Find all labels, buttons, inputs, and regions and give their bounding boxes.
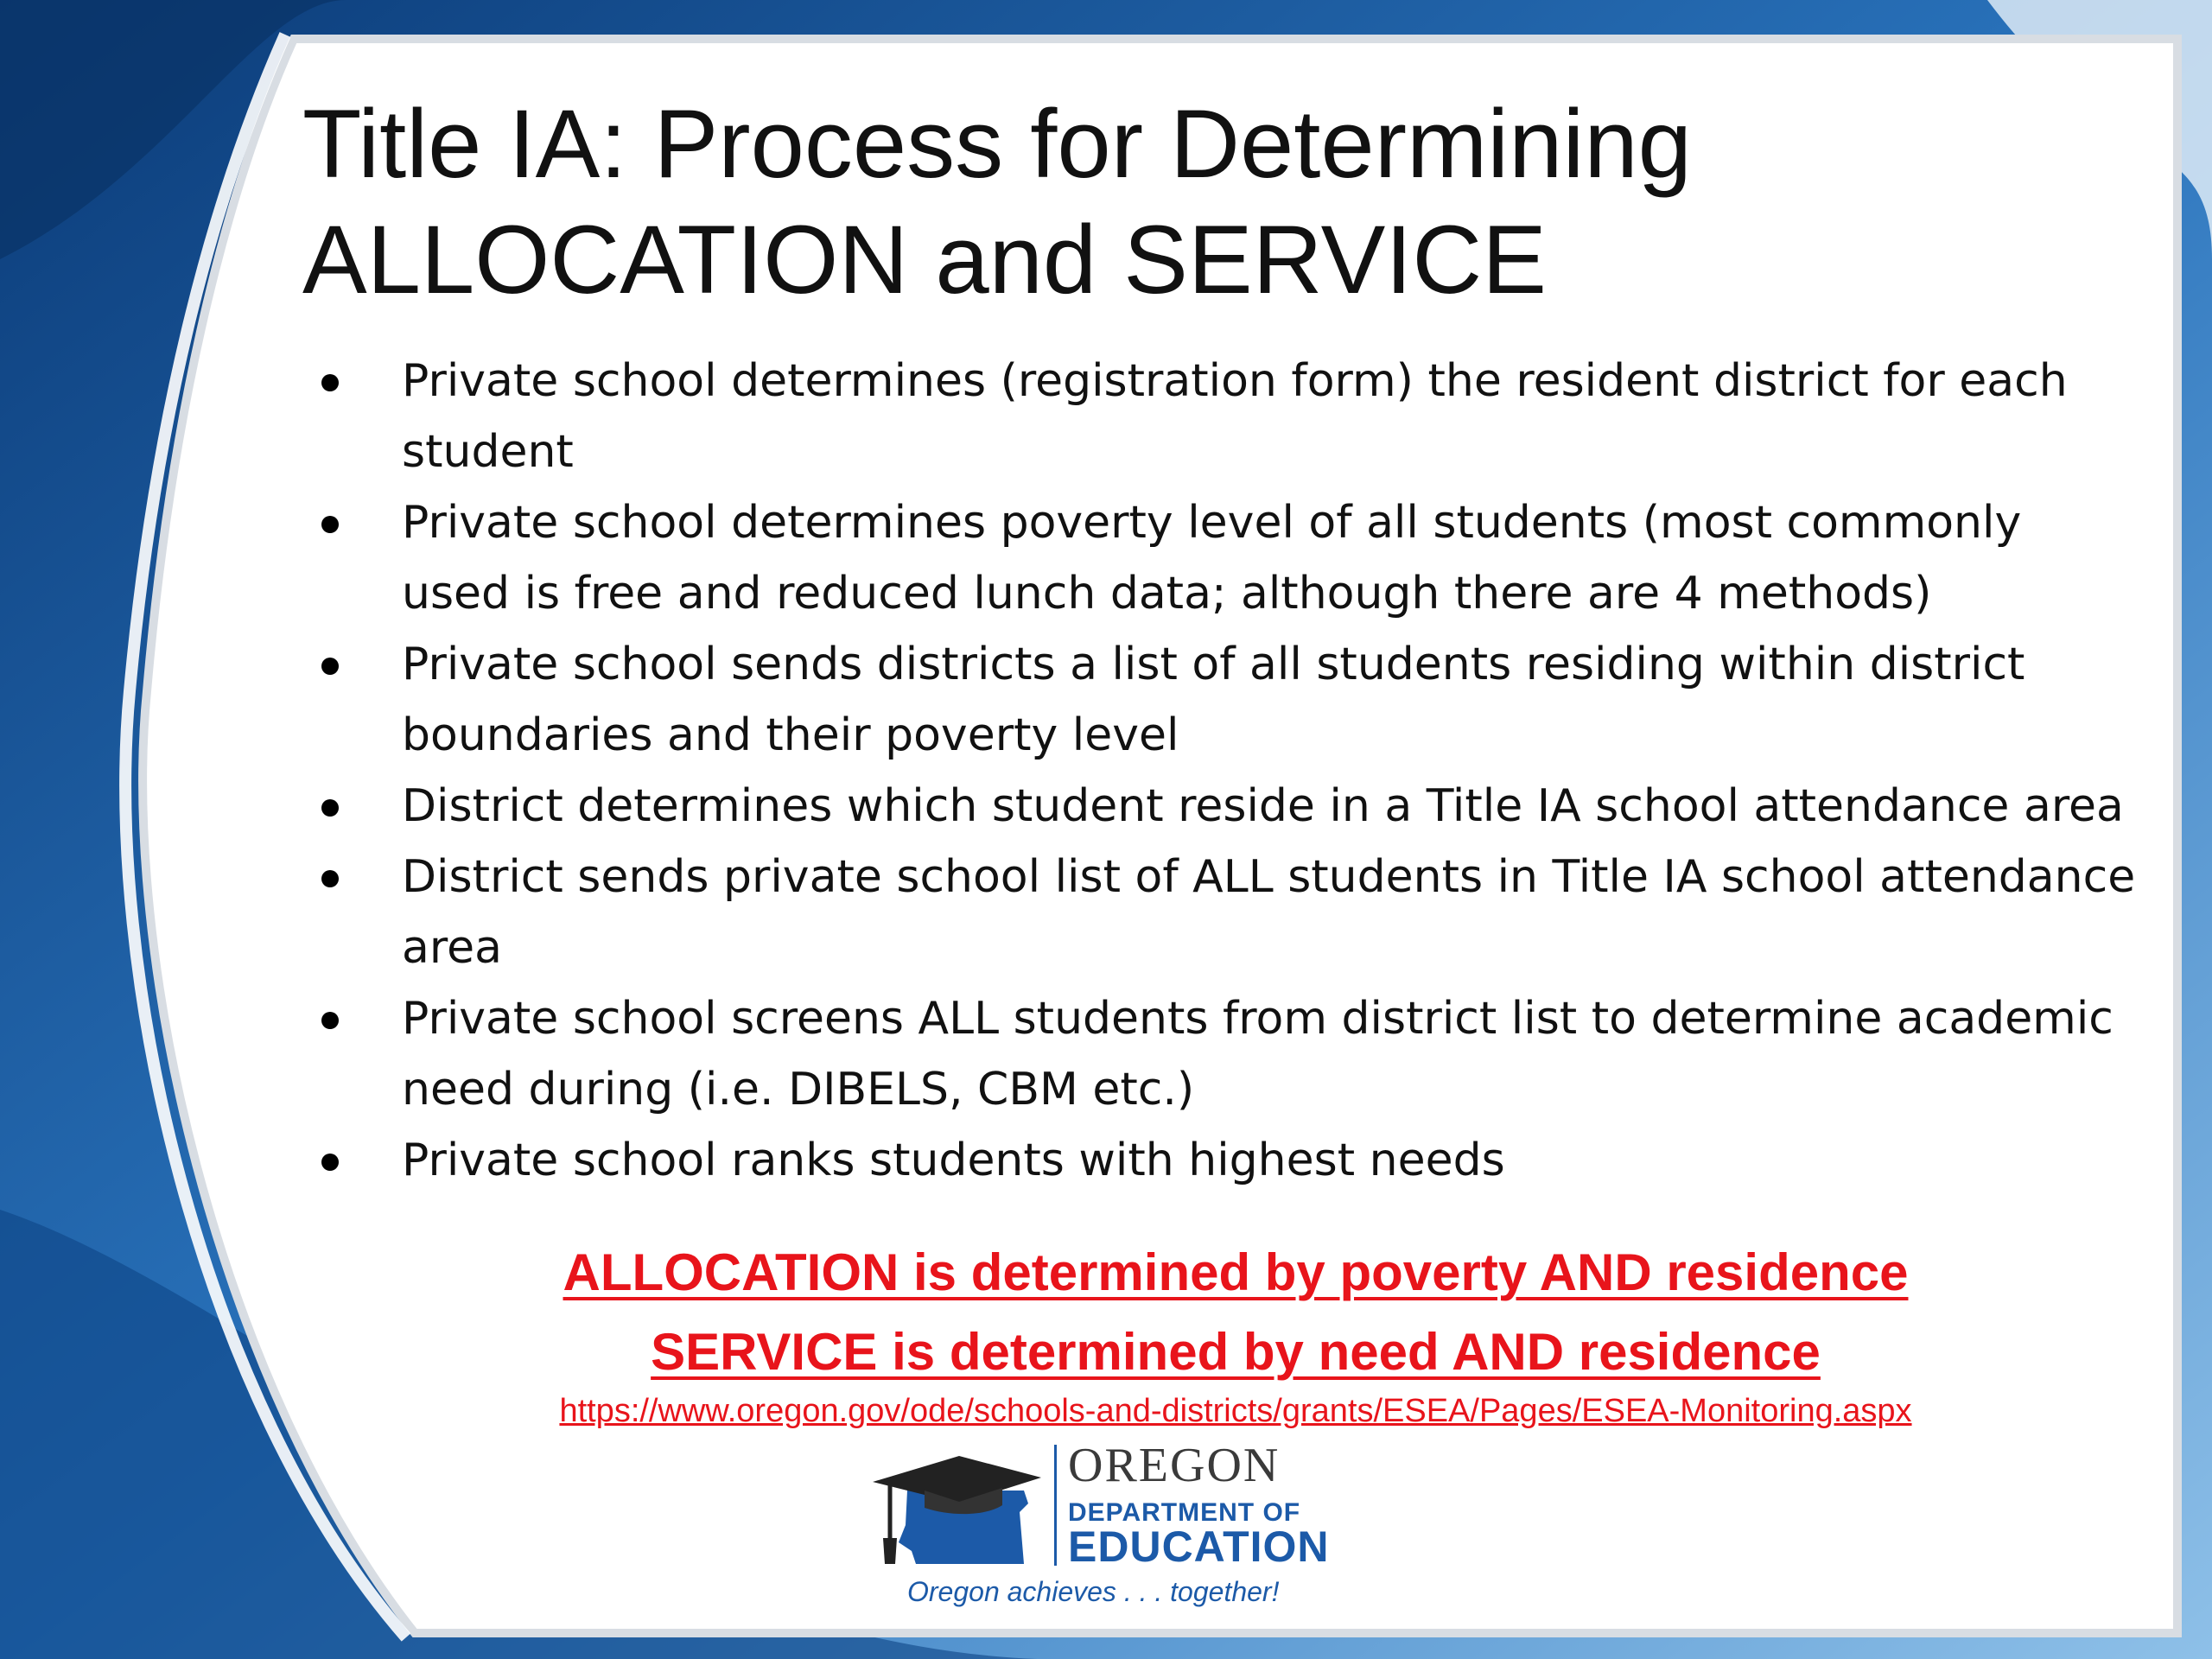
bullet-text: Private school screens ALL students from district list to determine academic need during (i.e. DIBELS, CBM etc.) <box>402 993 2113 1116</box>
slide-title <box>302 86 2117 318</box>
bullet-dot-icon <box>321 1154 339 1171</box>
bullet-list <box>311 346 2143 1196</box>
bullet-text: District determines which student reside in a Title IA school attendance area <box>402 780 2124 832</box>
esea-monitoring-link[interactable]: https://www.oregon.gov/ode/schools-and-districts/grants/ESEA/Pages/ESEA-Monitoring.aspx <box>559 1393 1912 1429</box>
bullet-item <box>311 983 2143 1125</box>
slide-title-line-2: ALLOCATION and SERVICE <box>302 206 1547 314</box>
logo-oregon-text: OREGON <box>1068 1439 1281 1492</box>
bullet-item <box>311 842 2143 983</box>
bullet-dot-icon <box>321 374 339 391</box>
bullet-dot-icon <box>321 516 339 533</box>
logo-tagline: Oregon achieves . . . together! <box>907 1576 1280 1607</box>
allocation-highlight: ALLOCATION is determined by poverty AND residence <box>563 1243 1909 1301</box>
bullet-text: Private school determines poverty level of all students (most commonly used is free and reduced lunch data; although there are 4 methods) <box>402 497 2022 620</box>
bullet-text: Private school sends districts a list of all students residing within district boundaries and their poverty level <box>402 639 2025 761</box>
bullet-item <box>311 487 2143 629</box>
bullet-dot-icon <box>321 870 339 887</box>
bullet-dot-icon <box>321 799 339 817</box>
bullet-item <box>311 629 2143 771</box>
ode-logo <box>864 1434 1330 1607</box>
bullet-text: Private school determines (registration form) the resident district for each student <box>402 355 2068 478</box>
bullet-text: District sends private school list of ALL students in Title IA school attendance area <box>402 851 2136 974</box>
bullet-dot-icon <box>321 1012 339 1029</box>
bullet-item <box>311 346 2143 487</box>
bullet-dot-icon <box>321 658 339 675</box>
logo-divider <box>1054 1445 1057 1566</box>
slide-title-line-1: Title IA: Process for Determining <box>302 90 1692 198</box>
logo-department-text: DEPARTMENT OF <box>1068 1498 1301 1527</box>
service-highlight: SERVICE is determined by need AND residence <box>651 1323 1821 1381</box>
logo-education-text: EDUCATION <box>1068 1522 1330 1571</box>
bullet-item <box>311 1125 2143 1196</box>
bullet-item <box>311 771 2143 842</box>
bullet-text: Private school ranks students with highest needs <box>402 1135 1505 1186</box>
graduation-cap-oregon-state-icon <box>864 1443 1046 1573</box>
